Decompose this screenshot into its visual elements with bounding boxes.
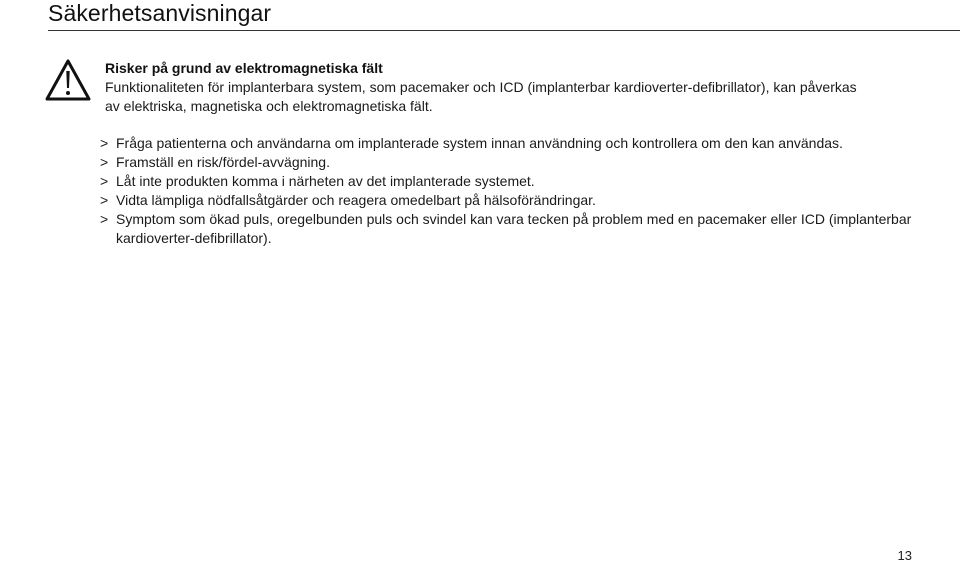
- warning-triangle-icon: [44, 58, 92, 102]
- instruction-item: [100, 210, 940, 248]
- warning-text-line-1: Funktionaliteten för implanterbara system, som pacemaker och ICD (implanterbar kardioverter-defibrillator), kan påverkas: [105, 79, 857, 95]
- bullet-marker: >: [100, 192, 109, 208]
- instruction-list: [100, 134, 940, 248]
- page-title: Säkerhetsanvisningar: [48, 0, 272, 26]
- instruction-item: [100, 134, 940, 153]
- instruction-item: [100, 153, 940, 172]
- title-divider: [48, 30, 960, 31]
- instruction-text: Symptom som ökad puls, oregelbunden puls och svindel kan vara tecken på problem med en pacemaker eller ICD (implanterbar kardioverter-defibrillator).: [116, 211, 912, 246]
- bullet-marker: >: [100, 154, 109, 170]
- bullet-marker: >: [100, 211, 109, 227]
- instruction-text: Vidta lämpliga nödfallsåtgärder och reagera omedelbart på hälsoförändringar.: [116, 192, 596, 208]
- page-number: 13: [897, 548, 912, 563]
- instruction-text: Framställ en risk/fördel-avvägning.: [116, 154, 330, 170]
- instruction-text: Låt inte produkten komma i närheten av det implanterade systemet.: [116, 173, 535, 189]
- warning-heading: Risker på grund av elektromagnetiska fält: [105, 60, 383, 76]
- warning-block: [105, 59, 945, 116]
- bullet-marker: >: [100, 135, 109, 151]
- instruction-item: [100, 172, 940, 191]
- warning-text-line-2: av elektriska, magnetiska och elektromagnetiska fält.: [105, 98, 433, 114]
- instruction-text: Fråga patienterna och användarna om implanterade system innan användning och kontrollera om den kan användas.: [116, 135, 843, 151]
- instruction-item: [100, 191, 940, 210]
- bullet-marker: >: [100, 173, 109, 189]
